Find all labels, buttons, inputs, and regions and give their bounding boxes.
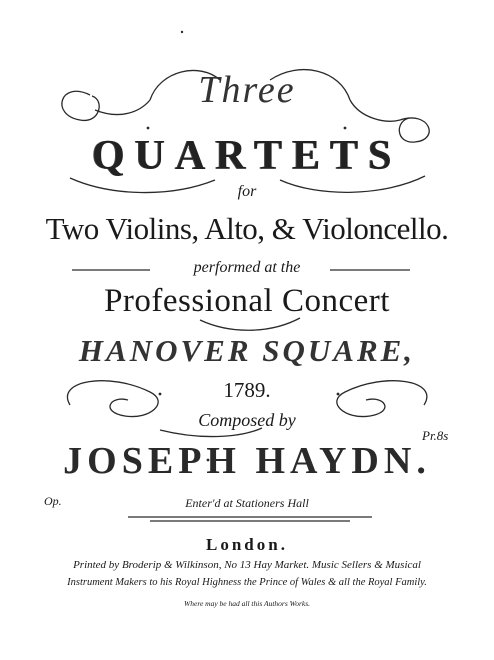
entered-stationers-hall: Enter'd at Stationers Hall	[185, 496, 309, 510]
composed-by: Composed by	[198, 410, 296, 430]
venue: HANOVER SQUARE,	[78, 333, 416, 368]
year: 1789.	[223, 378, 271, 402]
concert-name: Professional Concert	[104, 283, 390, 319]
for-text: for	[237, 183, 257, 200]
city: London.	[206, 535, 288, 554]
imprint-line-3: Where may be had all this Authors Works.	[184, 599, 310, 608]
imprint-line-1: Printed by Broderip & Wilkinson, No 13 Hay Market. Music Sellers & Musical	[73, 559, 421, 571]
price: Pr.8s	[422, 428, 449, 443]
title-quartets: QUARTETS	[92, 133, 402, 179]
composer-name: JOSEPH HAYDN.	[63, 440, 431, 482]
instrumentation: Two Violins, Alto, & Violoncello.	[45, 211, 449, 246]
performed-text: performed at the	[193, 259, 301, 276]
imprint-line-2: Instrument Makers to his Royal Highness the Prince of Wales & all the Royal Family.	[67, 577, 427, 588]
opus-label: Op.	[44, 494, 62, 508]
number-word: Three	[198, 69, 296, 111]
